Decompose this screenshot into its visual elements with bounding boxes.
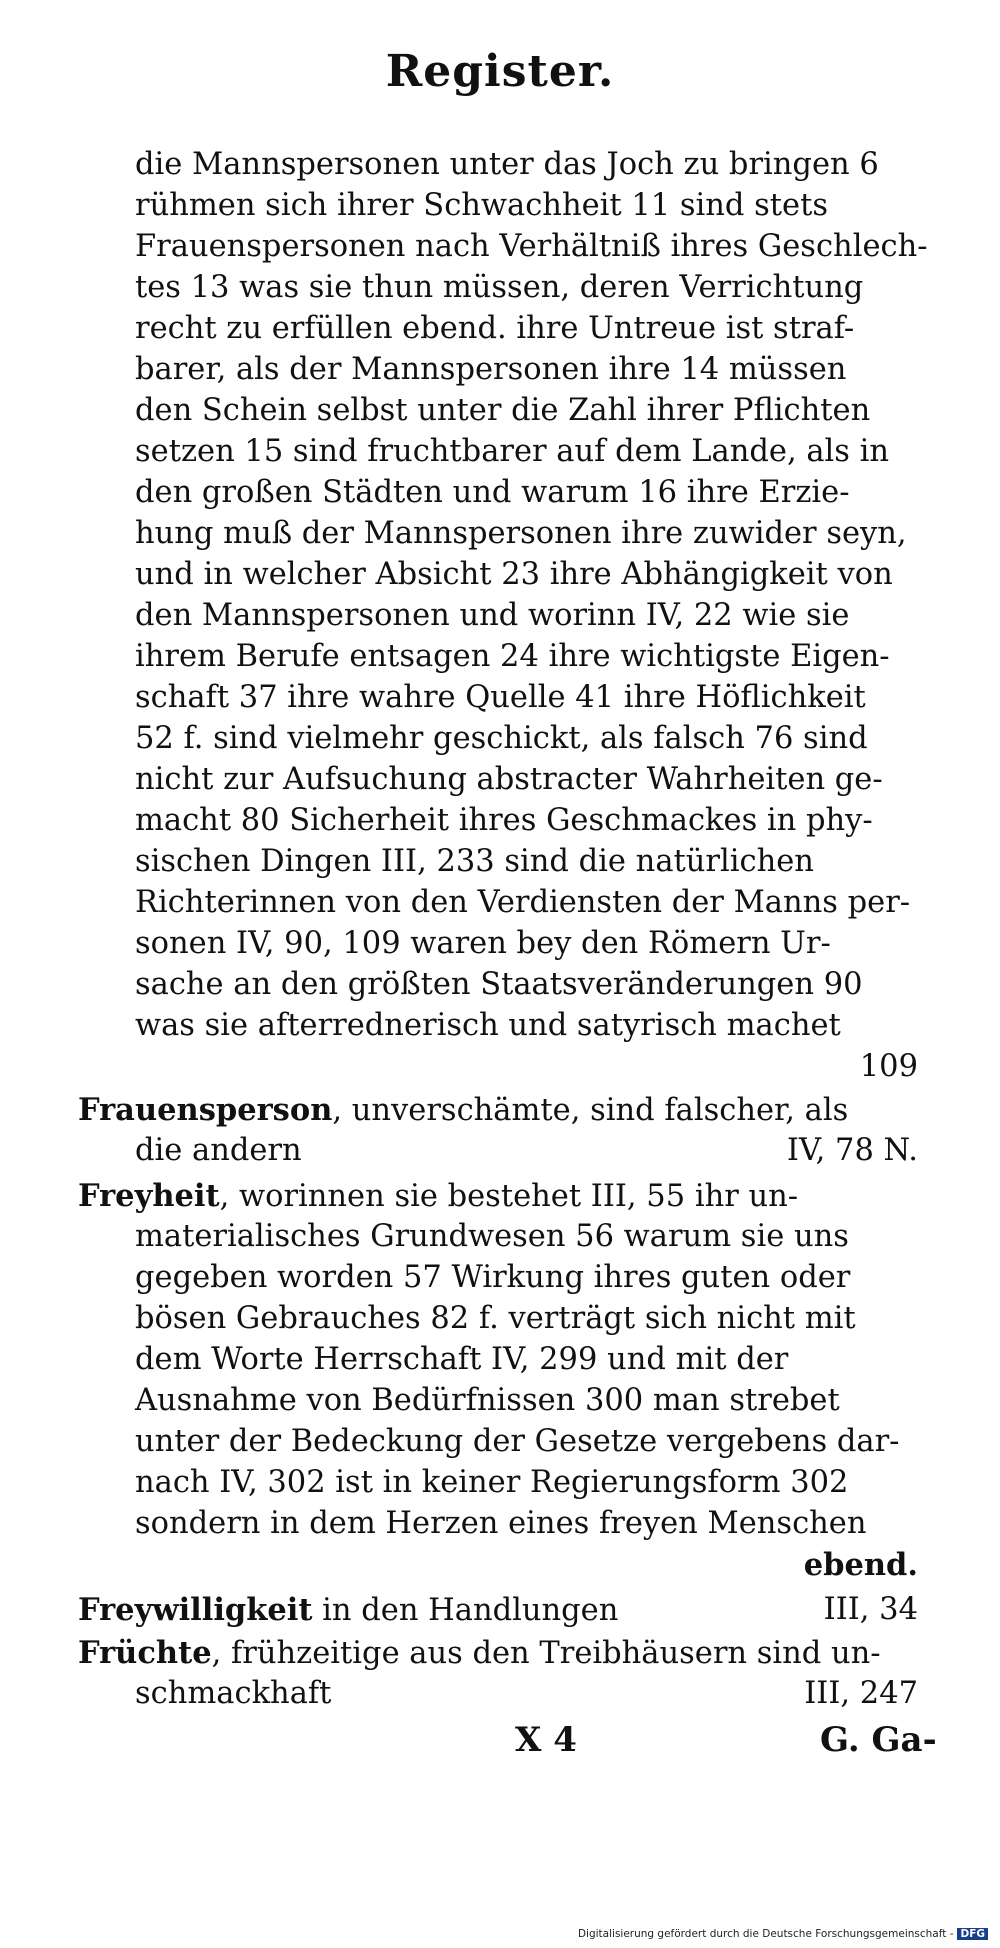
text-line [78,1590,618,1631]
text-line: den großen Städten und warum 16 ihre Erzie- [135,475,850,510]
text-line: barer, als der Mannspersonen ihre 14 müssen [135,352,847,387]
credit-text: Digitalisierung gefördert durch die Deutsche Forschungsgemeinschaft - [577,1928,954,1940]
text-line: ihrem Berufe entsagen 24 ihre wichtigste Eigen- [135,639,890,674]
headword: Freyheit [78,1178,220,1214]
signature-mark: X 4 [515,1720,577,1760]
text-line: rühmen sich ihrer Schwachheit 11 sind stets [135,188,828,223]
page-ref: ebend. [803,1547,918,1583]
text-line: nach IV, 302 ist in keiner Regierungsform 302 [135,1465,849,1500]
text-line: und in welcher Absicht 23 ihre Abhängigkeit von [135,557,893,592]
text-line: 52 f. sind vielmehr geschickt, als falsch 76 sind [135,721,868,756]
text-line: die andern [135,1133,302,1168]
headword: Frauensperson [78,1092,333,1128]
entry-text: , frühzeitige aus den Treibhäusern sind un- [211,1636,881,1671]
entry-text: in den Handlungen [312,1593,619,1628]
page-ref: IV, 78 N. [786,1133,918,1168]
text-line: sischen Dingen III, 233 sind die natürlichen [135,844,814,879]
text-line: sache an den größten Staatsveränderungen 90 [135,967,863,1002]
catchword: G. Ga- [820,1720,937,1760]
text-line: sondern in dem Herzen eines freyen Menschen [135,1506,867,1541]
text-line: den Mannspersonen und worinn IV, 22 wie sie [135,598,850,633]
text-line: was sie afterrednerisch und satyrisch machet [135,1008,841,1043]
entry-text: , unverschämte, sind falscher, als [332,1093,849,1128]
headword: Früchte [78,1635,212,1671]
text-line: setzen 15 sind fruchtbarer auf dem Lande, als in [135,434,890,469]
headword: Freywilligkeit [78,1592,313,1628]
text-line [78,1633,881,1674]
text-line: nicht zur Aufsuchung abstracter Wahrheiten ge- [135,762,883,797]
text-line: unter der Bedeckung der Gesetze vergebens dar- [135,1424,900,1459]
text-line [78,1090,848,1131]
text-line: tes 13 was sie thun müssen, deren Verrichtung [135,270,864,305]
text-line: bösen Gebrauches 82 f. verträgt sich nicht mit [135,1301,856,1336]
dfg-logo-icon: DFG [957,1928,988,1940]
text-line: schmackhaft [135,1676,332,1711]
text-line: dem Worte Herrschaft IV, 299 und mit der [135,1342,789,1377]
text-line: die Mannspersonen unter das Joch zu bringen 6 [135,147,879,182]
text-line: macht 80 Sicherheit ihres Geschmackes in phy- [135,803,873,838]
text-line [78,1176,798,1217]
text-line: Richterinnen von den Verdiensten der Manns per- [135,885,911,920]
page-ref: 109 [859,1049,918,1084]
text-line: Ausnahme von Bedürfnissen 300 man strebet [135,1383,840,1418]
page-ref: III, 34 [823,1592,918,1627]
text-line: den Schein selbst unter die Zahl ihrer Pflichten [135,393,871,428]
page-title: Register. [385,46,615,97]
text-line: gegeben worden 57 Wirkung ihres guten oder [135,1260,851,1295]
entry-text: , worinnen sie bestehet III, 55 ihr un- [219,1179,799,1214]
text-line: hung muß der Mannspersonen ihre zuwider seyn, [135,516,907,551]
text-line: schaft 37 ihre wahre Quelle 41 ihre Höflichkeit [135,680,866,715]
text-line: Frauenspersonen nach Verhältniß ihres Geschlech- [135,229,928,264]
text-line: materialisches Grundwesen 56 warum sie uns [135,1219,849,1254]
page-ref: III, 247 [804,1676,918,1711]
text-line: recht zu erfüllen ebend. ihre Untreue ist straf- [135,311,855,346]
text-line: sonen IV, 90, 109 waren bey den Römern Ur- [135,926,831,961]
digitization-credit [578,1928,988,1940]
